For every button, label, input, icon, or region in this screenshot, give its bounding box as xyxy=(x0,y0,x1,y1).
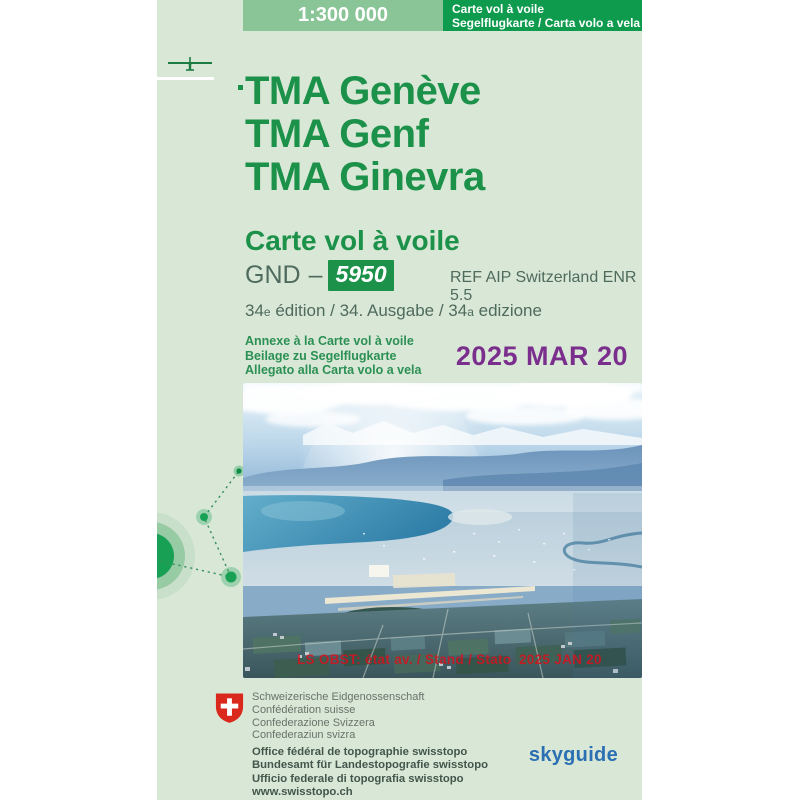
annex-line-it: Allegato alla Carta volo a vela xyxy=(245,363,422,377)
chart-type-banner xyxy=(443,0,642,31)
altitude-band xyxy=(245,260,394,291)
edition-num-fr: 34 xyxy=(245,301,264,320)
confederation-text xyxy=(252,691,424,742)
edition-mid: édition / 34. Ausgabe / 34 xyxy=(270,301,468,320)
office-line-fr: Office fédéral de topographie swisstopo xyxy=(252,746,468,758)
edition-ord-fr: e xyxy=(263,305,271,319)
divider-rule xyxy=(157,77,214,80)
confederation-line-rm: Confederaziun svizra xyxy=(252,729,356,742)
annex-line-de: Beilage zu Segelflugkarte xyxy=(245,348,397,363)
swisstopo-url: www.swisstopo.ch xyxy=(252,785,353,798)
confederation-line-it: Confederazione Svizzera xyxy=(252,716,375,729)
banner-line-2: Segelflugkarte / Carta volo a vela xyxy=(452,16,641,30)
swiss-coat-of-arms-icon xyxy=(214,692,245,724)
gnd-label: GND xyxy=(245,261,301,289)
banner-line-1: Carte vol à voile xyxy=(452,2,545,16)
scale-label: 1:300 000 xyxy=(297,4,389,26)
page-title xyxy=(245,70,485,199)
confederation-line-fr: Confédération suisse xyxy=(252,703,356,716)
title-fr: TMA Genève xyxy=(245,69,481,113)
aip-reference: REF AIP Switzerland ENR 5.5 xyxy=(450,269,637,304)
glider-icon xyxy=(163,54,223,76)
chart-subtitle: Carte vol à voile xyxy=(245,225,460,256)
office-line-de: Bundesamt für Landestopografie swisstopo xyxy=(252,759,489,772)
title-de: TMA Genf xyxy=(245,112,429,156)
edition-ord-it: a xyxy=(467,305,474,319)
annex-note xyxy=(245,334,421,378)
obstacle-data-note: LS OBST: état av. / Stand / Stato xyxy=(297,652,512,667)
publication-date: 2025 MAR 20 xyxy=(455,341,628,371)
title-it: TMA Ginevra xyxy=(245,155,485,199)
edition-end: edizione xyxy=(473,301,542,320)
swisstopo-office-text xyxy=(252,746,488,799)
aerial-photo-illustration xyxy=(243,383,642,678)
office-line-it: Ufficio federale di topografia swisstopo xyxy=(252,772,464,785)
cover-sheet xyxy=(157,0,642,800)
edition-line xyxy=(245,301,542,321)
annex-line-fr: Annexe à la Carte vol à voile xyxy=(245,334,414,348)
decor-square xyxy=(238,85,243,90)
altitude-dash: – xyxy=(308,261,323,289)
aerial-photo-geneva xyxy=(243,383,642,678)
skyguide-logo: skyguide xyxy=(528,744,618,766)
ceiling-badge: 5950 xyxy=(328,260,393,291)
confederation-line-de: Schweizerische Eidgenossenschaft xyxy=(252,691,425,703)
scale-badge xyxy=(243,0,443,31)
obstacle-data-date: 2025 JAN 20 xyxy=(519,652,602,667)
